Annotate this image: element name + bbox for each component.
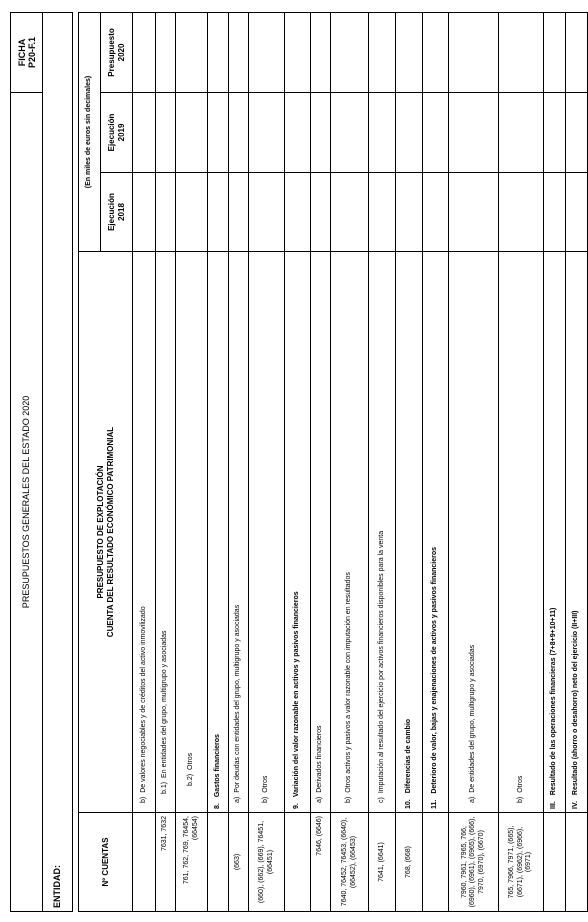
cell-2020 xyxy=(499,12,544,92)
title-row xyxy=(11,12,43,911)
row-prefix: b) xyxy=(516,796,524,803)
table-row xyxy=(544,12,566,911)
table-row xyxy=(449,12,499,911)
cell-2018 xyxy=(396,173,423,252)
cell-2018 xyxy=(449,173,499,252)
row-prefix: b) xyxy=(262,796,270,803)
table-row xyxy=(331,12,369,911)
cell-2018 xyxy=(229,173,249,252)
row-cuentas: 761, 762, 769, 76454, (66454) xyxy=(176,813,208,912)
row-text: Gastos financieros xyxy=(213,734,221,798)
cell-2018 xyxy=(499,173,544,252)
cell-2018 xyxy=(156,173,176,252)
row-concept xyxy=(566,252,588,813)
cell-2020 xyxy=(176,12,208,92)
cell-2018 xyxy=(544,173,566,252)
cell-2020 xyxy=(331,12,369,92)
row-prefix: b) xyxy=(345,796,353,803)
col-presupuesto-2020 xyxy=(101,12,133,92)
concept-header-line1: PRESUPUESTO DE EXPLOTACIÓN xyxy=(95,465,105,599)
entidad-row xyxy=(43,12,73,911)
row-prefix: III. xyxy=(550,801,558,809)
cell-2019 xyxy=(133,92,156,172)
row-cuentas: 7631, 7632 xyxy=(156,813,176,912)
col-2018-line1: Ejecución xyxy=(106,193,116,231)
cell-2019 xyxy=(208,92,229,172)
row-text: Diferencias de cambio xyxy=(404,718,412,794)
row-prefix: 8. xyxy=(213,803,221,809)
row-text: Otros xyxy=(516,775,524,793)
table-row xyxy=(208,12,229,911)
cell-2020 xyxy=(311,12,331,92)
row-text: Imputación al resultado del ejercicio por activos financieros disponibles para la venta xyxy=(377,530,385,794)
row-prefix: 9. xyxy=(293,803,301,809)
page-title: PRESUPUESTOS GENERALES DEL ESTADO 2020 xyxy=(11,92,43,911)
row-concept xyxy=(156,252,176,813)
col-2020-line1: Presupuesto xyxy=(106,28,116,77)
cell-2019 xyxy=(396,92,423,172)
row-cuentas xyxy=(133,813,156,912)
row-cuentas xyxy=(423,813,449,912)
ficha-code xyxy=(11,12,43,92)
row-concept xyxy=(176,252,208,813)
cell-2018 xyxy=(133,173,156,252)
row-concept xyxy=(249,252,285,813)
row-text: Por deudas con entidades del grupo, multigrupo y asociadas xyxy=(234,604,242,793)
cell-2018 xyxy=(311,173,331,252)
ficha-number: P20-F.1 xyxy=(26,36,37,68)
units-note: (En miles de euros sin decimales) xyxy=(79,12,101,251)
cell-2019 xyxy=(249,92,285,172)
row-prefix: a) xyxy=(469,796,477,803)
row-text: Otros xyxy=(262,775,270,793)
concept-header-line2: CUENTA DEL RESULTADO ECONÓMICO PATRIMONIAL xyxy=(105,426,115,638)
row-text: Deterioro de valor, bajas y enajenaciones de activos y pasivos financieros xyxy=(431,546,439,794)
cell-2018 xyxy=(331,173,369,252)
row-prefix: a) xyxy=(316,796,324,803)
cell-2020 xyxy=(369,12,396,92)
cell-2019 xyxy=(285,92,311,172)
row-cuentas xyxy=(285,813,311,912)
cell-2018 xyxy=(208,173,229,252)
cell-2019 xyxy=(566,92,588,172)
row-prefix: b.1) xyxy=(161,781,169,794)
table-row xyxy=(133,12,156,911)
table-row xyxy=(499,12,544,911)
row-text: De entidades del grupo, multigrupo y asociadas xyxy=(469,644,477,793)
row-concept xyxy=(396,252,423,813)
col-ejecucion-2018 xyxy=(101,173,133,252)
col-2018-line2: 2018 xyxy=(116,203,126,221)
cell-2018 xyxy=(566,173,588,252)
cell-2019 xyxy=(229,92,249,172)
row-concept xyxy=(229,252,249,813)
cell-2019 xyxy=(423,92,449,172)
col-2019-line1: Ejecución xyxy=(106,113,116,152)
table-row xyxy=(229,12,249,911)
row-text: Resultado (ahorro o desahorro) neto del ejercicio (II+III) xyxy=(572,610,580,796)
row-concept xyxy=(133,252,156,813)
cell-2020 xyxy=(133,12,156,92)
cell-2020 xyxy=(449,12,499,92)
row-text: En entidades del grupo, multigrupo y asociadas xyxy=(161,630,169,778)
cell-2020 xyxy=(249,12,285,92)
table-row xyxy=(285,12,311,911)
cell-2020 xyxy=(229,12,249,92)
cell-2020 xyxy=(566,12,588,92)
cell-2019 xyxy=(369,92,396,172)
units-row xyxy=(79,12,101,911)
row-cuentas xyxy=(544,813,566,912)
table-row xyxy=(566,12,588,911)
cell-2018 xyxy=(423,173,449,252)
row-text: Resultado de las operaciones financieras (7+8+9+10+11) xyxy=(550,607,558,796)
cell-2019 xyxy=(311,92,331,172)
row-concept xyxy=(449,252,499,813)
cell-2019 xyxy=(499,92,544,172)
row-cuentas: (660), (662), (669), 76451, (66451) xyxy=(249,813,285,912)
row-cuentas: 7641, (6641) xyxy=(369,813,396,912)
row-concept xyxy=(369,252,396,813)
row-cuentas: 7646, (6646) xyxy=(311,813,331,912)
row-concept xyxy=(331,252,369,813)
row-cuentas xyxy=(566,813,588,912)
row-prefix: c) xyxy=(377,797,385,803)
cell-2019 xyxy=(156,92,176,172)
cell-2019 xyxy=(331,92,369,172)
entidad-label: ENTIDAD: xyxy=(43,12,73,911)
row-concept xyxy=(285,252,311,813)
col-ejecucion-2019 xyxy=(101,92,133,172)
row-concept xyxy=(208,252,229,813)
col-2019-line2: 2019 xyxy=(116,123,126,142)
cell-2018 xyxy=(285,173,311,252)
cell-2020 xyxy=(285,12,311,92)
row-prefix: IV. xyxy=(572,801,580,809)
table-row xyxy=(369,12,396,911)
row-prefix: 10. xyxy=(404,799,412,809)
ficha-label: FICHA xyxy=(16,38,27,67)
cell-2020 xyxy=(156,12,176,92)
concept-header xyxy=(79,252,133,813)
col-2020-line2: 2020 xyxy=(116,43,126,62)
row-prefix: b.2) xyxy=(187,773,195,786)
table-row xyxy=(311,12,331,911)
cell-2019 xyxy=(449,92,499,172)
row-text: Variación del valor razonable en activos y pasivos financieros xyxy=(293,591,301,798)
cell-2018 xyxy=(369,173,396,252)
row-cuentas: 7960, 7961, 7965, 766, (6960), (6961), (6965), (666), 7970, (6970), (6670) xyxy=(449,813,499,912)
cuentas-header: Nº CUENTAS xyxy=(79,813,133,912)
row-cuentas: 7640, 76452, 76453, (6640), (66452), (66453) xyxy=(331,813,369,912)
row-prefix: a) xyxy=(234,796,242,803)
row-concept xyxy=(544,252,566,813)
row-cuentas: 768, (668) xyxy=(396,813,423,912)
cell-2020 xyxy=(396,12,423,92)
row-concept xyxy=(311,252,331,813)
table-row xyxy=(176,12,208,911)
cell-2018 xyxy=(176,173,208,252)
row-text: Otros activos y pasivos a valor razonable con imputación en resultados xyxy=(345,572,353,793)
row-prefix: b) xyxy=(139,796,147,803)
row-cuentas xyxy=(208,813,229,912)
row-text: De valores negociables y de créditos del activo inmovilizado xyxy=(139,606,147,793)
row-text: Otros xyxy=(187,752,195,770)
row-cuentas: (663) xyxy=(229,813,249,912)
cell-2018 xyxy=(249,173,285,252)
cell-2020 xyxy=(544,12,566,92)
row-text: Derivados financieros xyxy=(316,725,324,793)
table-row xyxy=(396,12,423,911)
budget-table xyxy=(10,12,588,912)
cell-2020 xyxy=(423,12,449,92)
row-concept xyxy=(423,252,449,813)
row-concept xyxy=(499,252,544,813)
cell-2019 xyxy=(544,92,566,172)
cell-2019 xyxy=(176,92,208,172)
row-cuentas: 765, 7966, 7971, (665), (6671), (6962), (6966), (6971) xyxy=(499,813,544,912)
table-row xyxy=(156,12,176,911)
cell-2020 xyxy=(208,12,229,92)
table-row xyxy=(423,12,449,911)
table-row xyxy=(249,12,285,911)
row-prefix: 11. xyxy=(431,799,439,809)
